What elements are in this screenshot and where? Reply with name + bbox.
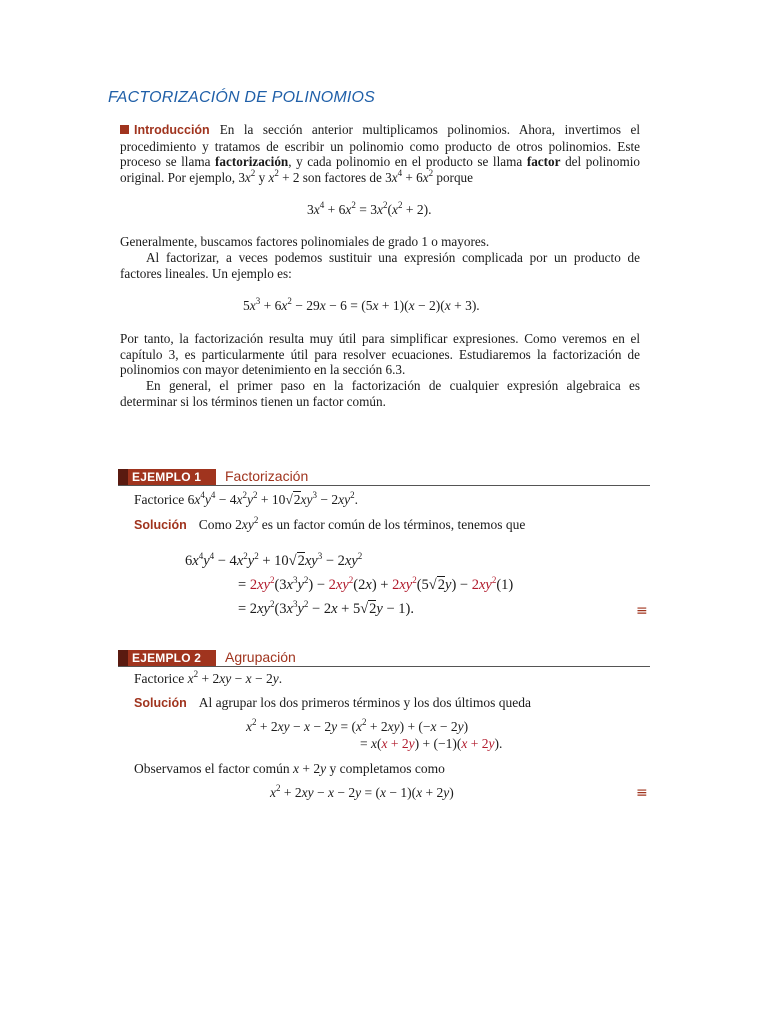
paragraph-2: Generalmente, buscamos factores polinomiales de grado 1 o mayores. xyxy=(120,234,490,249)
ejemplo-1-header xyxy=(118,469,650,486)
ejemplo-1-line-3: = $2xy^2(3x^3y^2 - 2x + 5√2y - 1)$. xyxy=(238,599,414,617)
paragraph-5: En general, el primer paso en la factorización de cualquier expresión algebraica es determinar si los términos tienen un factor común. xyxy=(120,378,640,409)
ejemplo-1-title: Factorización xyxy=(225,468,309,484)
ejemplo-2-line-2: = x(x + 2y) + (−1)(x + 2y). xyxy=(360,736,503,751)
ejemplo-2-observation: Observamos el factor común x + 2y y completamos como xyxy=(134,761,445,776)
intro-header: Introducción xyxy=(134,123,210,137)
ejemplo-1-line-1: $6x^4y^4 - 4x^2y^2 + 10√2xy^3 - 2xy^2$ xyxy=(185,551,363,569)
ejemplo-2-result: $x^2 + 2xy - x - 2y = (x - 1)(x + 2y)$ xyxy=(270,783,454,800)
page-title: FACTORIZACIÓN DE POLINOMIOS xyxy=(108,89,376,106)
ejemplo-2-prompt: Factorice $x^2 + 2xy - x - 2y$. xyxy=(134,669,283,686)
end-of-example-icon: ≡ xyxy=(636,603,648,619)
ejemplo-2-title: Agrupación xyxy=(225,649,296,665)
ejemplo-2-line-1: $x^2 + 2xy - x - 2y = (x^2 + 2xy) + (-x - 2y)$ xyxy=(246,717,469,734)
ejemplo-2-solution: Solución Al agrupar los dos primeros términos y los dos últimos queda xyxy=(134,695,531,710)
paragraph-4: Por tanto, la factorización resulta muy útil para simplificar expresiones. Como veremos en el capítulo 3, es particularmente útil para resolver ecuaciones. Estudiaremos la factorización de polinomios con mayor detenimiento en la sección 6.3. xyxy=(120,331,640,378)
ejemplo-1-label: EJEMPLO 1 xyxy=(132,470,202,484)
paragraph-3: Al factorizar, a veces podemos sustituir una expresión complicada por un producto de factores lineales. Un ejemplo es: xyxy=(120,250,640,281)
divider xyxy=(118,666,650,667)
section-marker xyxy=(120,125,129,134)
ejemplo-1-prompt: Factorice $6x^4y^4 - 4x^2y^2 + 10√2xy^3 - 2xy^2$. xyxy=(134,490,358,507)
divider xyxy=(118,485,650,486)
intro-paragraph: Introducción En la sección anterior multiplicamos polinomios. Ahora, invertimos el procedimiento y tratamos de escribir un polinomio como producto de otros polinomios. Este proceso se llama factorización, y cada polinomio en el producto se llama factor del polinomio original. Por ejemplo, $3x^2$ y $x^2 + 2$ son factores de $3x^4 + 6x^2$ porque xyxy=(120,122,640,185)
ejemplo-2-header xyxy=(118,650,650,667)
end-of-example-icon: ≡ xyxy=(636,785,648,801)
ejemplo-1-solution: Solución Como $2xy^2$ es un factor común de los términos, tenemos que xyxy=(134,515,526,532)
equation-linear-factors: $5x^3 + 6x^2 - 29x - 6 = (5x + 1)(x - 2)(x + 3)$. xyxy=(243,296,480,313)
ejemplo-1-line-2: = $2xy^2(3x^3y^2) - 2xy^2(2x) + 2xy^2(5√2y) - 2xy^2(1)$ xyxy=(238,575,514,593)
equation-intro: $3x^4 + 6x^2 = 3x^2(x^2 + 2)$. xyxy=(307,200,432,217)
ejemplo-2-label: EJEMPLO 2 xyxy=(132,651,202,665)
